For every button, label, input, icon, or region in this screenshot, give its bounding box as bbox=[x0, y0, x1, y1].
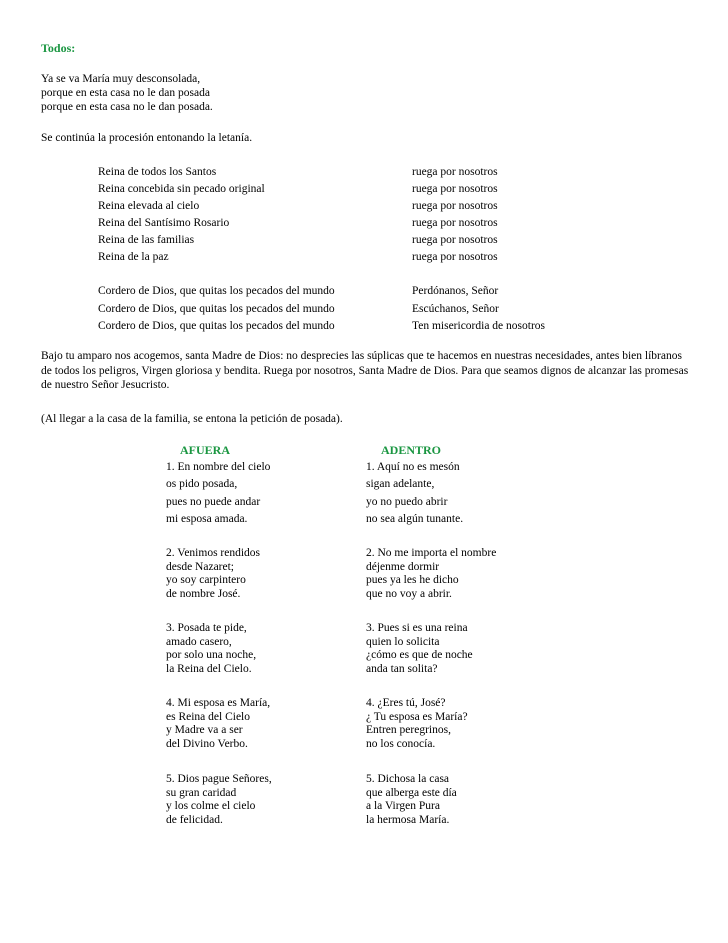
outside-stanza bbox=[166, 547, 260, 601]
verse-line: y Madre va a ser bbox=[166, 724, 243, 736]
litany-invocation: Reina de la paz bbox=[98, 251, 169, 263]
verse-line: ¿ Tu esposa es María? bbox=[366, 710, 468, 723]
todos-heading: Todos: bbox=[41, 41, 76, 55]
verse-line: amado casero, bbox=[166, 635, 232, 648]
litany-response: ruega por nosotros bbox=[412, 217, 498, 229]
verse-line: os pido posada, bbox=[166, 478, 238, 491]
verse-line: la Reina del Cielo. bbox=[166, 662, 252, 675]
prayer-paragraph: Bajo tu amparo nos acogemos, santa Madre de Dios: no desprecies las súplicas que te hacemos en nuestras necesidades, antes bien líbranos de todos los peligros, Virgen gloriosa y bendita. Ruega por nosotros, Santa Madre de Dios. Para que seamos dignos de alcanzar las promesas de nuestro Señor Jesucristo. bbox=[41, 350, 689, 391]
agnus-invocation: Cordero de Dios, que quitas los pecados del mundo bbox=[98, 285, 335, 297]
verse-line: 5. Dichosa la casa bbox=[366, 773, 450, 785]
verse-line: sigan adelante, bbox=[366, 478, 435, 491]
verse-line: 5. Dios pague Señores, bbox=[166, 773, 272, 785]
inside-stanza bbox=[366, 622, 473, 676]
verse-line: 1. Aquí no es mesón bbox=[366, 461, 460, 473]
outside-stanza bbox=[166, 773, 272, 827]
verse-line: por solo una noche, bbox=[166, 649, 257, 661]
verse-line: 2. Venimos rendidos bbox=[166, 547, 261, 559]
adentro-header: ADENTRO bbox=[381, 443, 442, 457]
verse-line: pues ya les he dicho bbox=[366, 574, 459, 586]
litany-invocation: Reina de las familias bbox=[98, 234, 195, 246]
litany-invocation: Reina de todos los Santos bbox=[98, 166, 217, 178]
agnus-invocation: Cordero de Dios, que quitas los pecados del mundo bbox=[98, 303, 335, 315]
verse-line: quien lo solicita bbox=[366, 635, 440, 648]
verse-line: 3. Posada te pide, bbox=[166, 622, 247, 634]
litany-invocation: Reina concebida sin pecado original bbox=[98, 183, 265, 195]
verse-line: a la Virgen Pura bbox=[366, 800, 440, 812]
verse-line: 2. No me importa el nombre bbox=[366, 547, 497, 559]
litany-row bbox=[98, 217, 558, 233]
verse-line: es Reina del Cielo bbox=[166, 710, 250, 723]
verse-line: desde Nazaret; bbox=[166, 560, 235, 573]
litany-row bbox=[98, 251, 558, 267]
verse-line: 3. Pues si es una reina bbox=[366, 622, 468, 634]
verse-line: déjenme dormir bbox=[366, 560, 440, 573]
agnus-row bbox=[98, 285, 558, 301]
intro-line-2: porque en esta casa no le dan posada bbox=[41, 87, 210, 99]
verse-line: la hermosa María. bbox=[366, 813, 450, 826]
litany-response: ruega por nosotros bbox=[412, 200, 498, 212]
inside-stanza bbox=[366, 773, 457, 827]
outside-stanza bbox=[166, 622, 256, 676]
litany-response: ruega por nosotros bbox=[412, 251, 498, 263]
verse-line: no los conocía. bbox=[366, 737, 436, 750]
agnus-response: Ten misericordia de nosotros bbox=[412, 320, 546, 332]
verse-line: ¿cómo es que de noche bbox=[366, 649, 473, 661]
intro-line-1: Ya se va María muy desconsolada, bbox=[41, 73, 201, 85]
verse-line: de nombre José. bbox=[166, 587, 241, 600]
procession-note: Se continúa la procesión entonando la letanía. bbox=[41, 132, 253, 144]
verse-line: 4. Mi esposa es María, bbox=[166, 697, 271, 709]
verse-line: pues no puede andar bbox=[166, 495, 261, 508]
litany-invocation: Reina elevada al cielo bbox=[98, 200, 200, 212]
inside-stanza bbox=[366, 697, 468, 751]
afuera-header: AFUERA bbox=[180, 443, 230, 457]
litany-response: ruega por nosotros bbox=[412, 166, 498, 178]
inside-stanza bbox=[366, 547, 496, 601]
verse-line: 4. ¿Eres tú, José? bbox=[366, 697, 446, 709]
verse-line: no sea algún tunante. bbox=[366, 512, 464, 525]
litany-row bbox=[98, 183, 558, 199]
agnus-invocation: Cordero de Dios, que quitas los pecados del mundo bbox=[98, 320, 335, 332]
verse-line: del Divino Verbo. bbox=[166, 737, 248, 750]
litany-response: ruega por nosotros bbox=[412, 183, 498, 195]
verse-line: su gran caridad bbox=[166, 786, 237, 799]
verse-line: que alberga este día bbox=[366, 786, 457, 799]
outside-stanza bbox=[166, 697, 270, 751]
litany-invocation: Reina del Santísimo Rosario bbox=[98, 217, 230, 229]
verse-line: yo no puedo abrir bbox=[366, 495, 448, 508]
litany-row bbox=[98, 200, 558, 216]
intro-line-3: porque en esta casa no le dan posada. bbox=[41, 101, 213, 113]
inside-stanza bbox=[366, 461, 463, 530]
agnus-response: Perdónanos, Señor bbox=[412, 285, 499, 297]
verse-line: de felicidad. bbox=[166, 813, 223, 826]
litany-response: ruega por nosotros bbox=[412, 234, 498, 246]
litany-row bbox=[98, 166, 558, 182]
verse-line: Entren peregrinos, bbox=[366, 724, 451, 736]
agnus-row bbox=[98, 320, 558, 336]
agnus-response: Escúchanos, Señor bbox=[412, 303, 499, 315]
verse-line: yo soy carpintero bbox=[166, 574, 246, 586]
verse-line: anda tan solita? bbox=[366, 662, 438, 675]
agnus-row bbox=[98, 303, 558, 319]
verse-line: que no voy a abrir. bbox=[366, 587, 452, 600]
outside-stanza bbox=[166, 461, 270, 530]
litany-row bbox=[98, 234, 558, 250]
verse-line: 1. En nombre del cielo bbox=[166, 461, 271, 473]
verse-line: y los colme el cielo bbox=[166, 800, 256, 812]
posada-note: (Al llegar a la casa de la familia, se entona la petición de posada). bbox=[41, 413, 343, 425]
verse-line: mi esposa amada. bbox=[166, 512, 248, 525]
